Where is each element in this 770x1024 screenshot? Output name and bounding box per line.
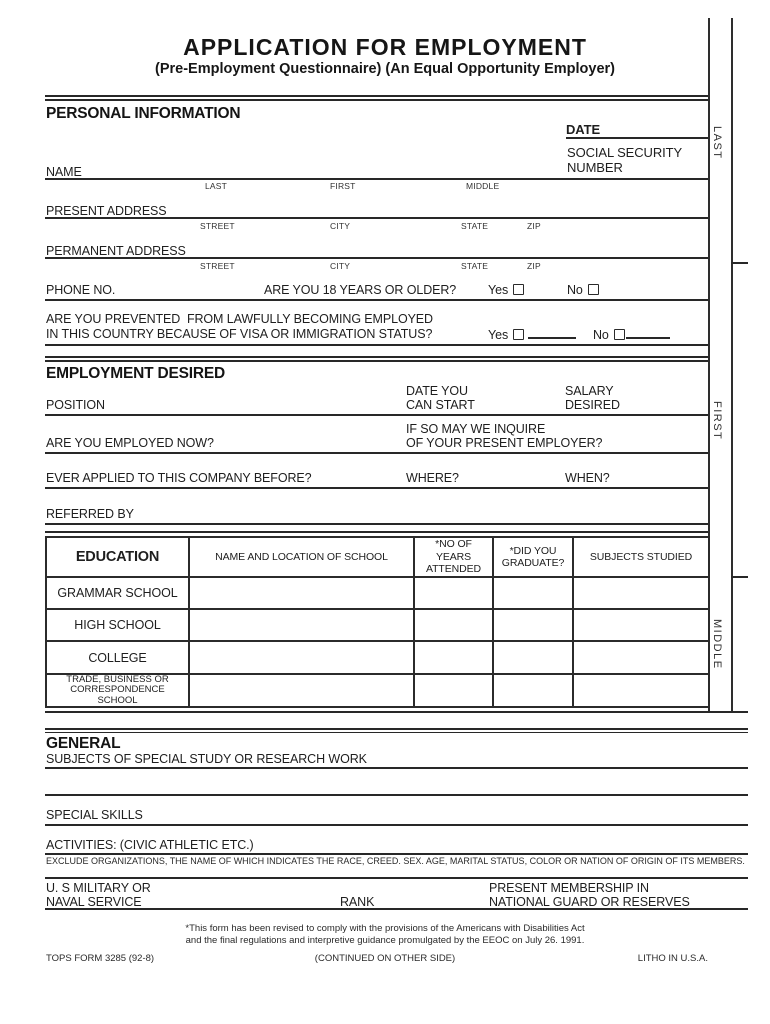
litho-note: LITHO IN U.S.A.	[637, 953, 708, 964]
date-start-label-line1: DATE YOU	[406, 384, 468, 398]
yes-checkbox[interactable]	[513, 284, 524, 295]
general-section-title: GENERAL	[46, 735, 121, 752]
trade-subjects-cell[interactable]	[573, 674, 709, 707]
ever-applied-label: EVER APPLIED TO THIS COMPANY BEFORE?	[46, 471, 312, 485]
no-checkbox[interactable]	[614, 329, 625, 340]
age-question-label: ARE YOU 18 YEARS OR OLDER?	[264, 283, 457, 297]
when-label: WHEN?	[565, 471, 610, 485]
grammar-school-name-cell[interactable]	[189, 577, 414, 609]
high-graduate-cell[interactable]	[493, 609, 573, 641]
section-separator	[45, 95, 708, 97]
ssn-label-line2: NUMBER	[567, 160, 623, 175]
visa-yes-option	[488, 327, 576, 342]
name-field-line[interactable]	[45, 178, 708, 180]
trade-years-cell[interactable]	[414, 674, 493, 707]
address-sub-state: STATE	[461, 221, 489, 231]
high-subjects-cell[interactable]	[573, 609, 709, 641]
personal-section-title: PERSONAL INFORMATION	[46, 105, 241, 122]
strip-label-first: FIRST	[711, 401, 723, 441]
visa-question-line1: ARE YOU PREVENTED FROM LAWFULLY BECOMING EMPLOYED	[46, 312, 433, 326]
visa-field-line[interactable]	[45, 344, 708, 346]
special-skills-label: SPECIAL SKILLS	[46, 808, 143, 822]
trade-school-name-cell[interactable]	[189, 674, 414, 707]
years-attended-header	[414, 537, 493, 577]
special-study-label: SUBJECTS OF SPECIAL STUDY OR RESEARCH WORK	[46, 752, 367, 766]
date-field-line[interactable]	[566, 137, 708, 139]
employed-now-field-line[interactable]	[45, 452, 708, 454]
college-name-cell[interactable]	[189, 641, 414, 674]
inquire-label-line2: OF YOUR PRESENT EMPLOYER?	[406, 436, 603, 450]
college-row-label: COLLEGE	[46, 641, 189, 674]
education-table	[45, 536, 710, 708]
position-field-line[interactable]	[45, 414, 708, 416]
trade-label-line3: SCHOOL	[97, 694, 138, 706]
address-sub-zip: ZIP	[527, 261, 541, 271]
visa-no-blank[interactable]	[626, 327, 670, 339]
phone-label: PHONE NO.	[46, 283, 116, 297]
strip-label-middle: MIDDLE	[711, 619, 723, 670]
trade-school-row-label	[46, 674, 189, 707]
address-sub-city: CITY	[330, 261, 351, 271]
activities-label: ACTIVITIES: (CIVIC ATHLETIC ETC.)	[46, 838, 254, 852]
ssn-label-line1: SOCIAL SECURITY	[567, 145, 683, 160]
no-checkbox[interactable]	[588, 284, 599, 295]
ever-applied-field-line[interactable]	[45, 487, 708, 489]
date-start-label-line2: CAN START	[406, 398, 475, 412]
section-separator	[45, 356, 708, 358]
college-graduate-cell[interactable]	[493, 641, 573, 674]
college-years-cell[interactable]	[414, 641, 493, 674]
employment-section-title: EMPLOYMENT DESIRED	[46, 365, 225, 382]
salary-label-line2: DESIRED	[565, 398, 620, 412]
rank-label: RANK	[340, 895, 375, 909]
subjects-studied-header: SUBJECTS STUDIED	[573, 537, 709, 577]
name-label: NAME	[46, 165, 82, 179]
name-sub-middle: MIDDLE	[466, 181, 500, 191]
referred-by-label: REFERRED BY	[46, 507, 134, 521]
where-label: WHERE?	[406, 471, 459, 485]
address-sub-state: STATE	[461, 261, 489, 271]
did-graduate-header	[493, 537, 573, 577]
section-separator	[45, 732, 748, 733]
present-address-field-line[interactable]	[45, 217, 708, 219]
grammar-subjects-cell[interactable]	[573, 577, 709, 609]
continued-note: (CONTINUED ON OTHER SIDE)	[314, 953, 456, 964]
age-no-option	[567, 283, 599, 297]
address-sub-city: CITY	[330, 221, 351, 231]
visa-no-option	[593, 327, 670, 342]
exclude-organizations-note: EXCLUDE ORGANIZATIONS, THE NAME OF WHICH INDICATES THE RACE, CREED. SEX. AGE, MARITAL STATUS, COLOR OR NATION OF ORIGIN OF ITS MEMBERS.	[46, 856, 745, 866]
employed-now-label: ARE YOU EMPLOYED NOW?	[46, 436, 214, 450]
years-header-line2: YEARS	[435, 550, 472, 563]
yes-label: Yes	[488, 328, 509, 342]
date-label: DATE	[566, 122, 601, 137]
school-name-header: NAME AND LOCATION OF SCHOOL	[189, 537, 414, 577]
position-label: POSITION	[46, 398, 105, 412]
trade-label-line2: CORRESPONDENCE	[70, 684, 165, 696]
education-header: EDUCATION	[46, 537, 189, 577]
name-sub-last: LAST	[205, 181, 228, 191]
no-label: No	[593, 328, 609, 342]
name-sub-first: FIRST	[330, 181, 356, 191]
high-school-name-cell[interactable]	[189, 609, 414, 641]
trade-label-line1: TRADE, BUSINESS OR	[66, 674, 169, 685]
visa-yes-blank[interactable]	[528, 327, 576, 339]
age-yes-option	[488, 283, 524, 297]
grammar-school-row-label: GRAMMAR SCHOOL	[46, 577, 189, 609]
ada-note-line2: and the final regulations and interpretive guidance promulgated by the EEOC on July 26. 1991.	[185, 935, 585, 946]
permanent-address-label: PERMANENT ADDRESS	[46, 244, 186, 258]
strip-tick-2	[731, 576, 748, 578]
special-skills-field-line[interactable]	[45, 824, 748, 826]
special-study-field-line[interactable]	[45, 767, 748, 769]
high-years-cell[interactable]	[414, 609, 493, 641]
no-label: No	[567, 283, 583, 297]
membership-label-line2: NATIONAL GUARD OR RESERVES	[489, 895, 690, 909]
strip-outer-line	[731, 18, 733, 712]
activities-extra-line[interactable]	[45, 877, 748, 879]
visa-question-line2: IN THIS COUNTRY BECAUSE OF VISA OR IMMIGRATION STATUS?	[46, 327, 433, 341]
permanent-address-field-line[interactable]	[45, 257, 708, 259]
military-label-line1: U. S MILITARY OR	[46, 881, 151, 895]
salary-label-line1: SALARY	[565, 384, 614, 398]
section-separator	[45, 531, 708, 533]
inquire-label-line1: IF SO MAY WE INQUIRE	[406, 422, 546, 436]
yes-label: Yes	[488, 283, 509, 297]
address-sub-zip: ZIP	[527, 221, 541, 231]
years-header-line1: *NO OF	[435, 538, 472, 551]
years-header-line3: ATTENDED	[425, 563, 481, 576]
present-address-label: PRESENT ADDRESS	[46, 204, 167, 218]
form-code: TOPS FORM 3285 (92-8)	[46, 953, 155, 964]
section-separator	[45, 99, 708, 101]
phone-field-line[interactable]	[45, 299, 708, 301]
address-sub-street: STREET	[200, 261, 235, 271]
high-school-row-label: HIGH SCHOOL	[46, 609, 189, 641]
military-field-line[interactable]	[45, 908, 748, 910]
college-subjects-cell[interactable]	[573, 641, 709, 674]
special-study-extra-line[interactable]	[45, 794, 748, 796]
ada-note-line1: *This form has been revised to comply with the provisions of the Americans with Disabilities Act	[185, 923, 585, 934]
military-label-line2: NAVAL SERVICE	[46, 895, 142, 909]
strip-tick-1	[731, 262, 748, 264]
form-title: APPLICATION FOR EMPLOYMENT	[183, 34, 587, 60]
graduate-header-line1: *DID YOU	[509, 544, 557, 557]
graduate-header-line2: GRADUATE?	[501, 557, 565, 569]
form-subtitle: (Pre-Employment Questionnaire) (An Equal Opportunity Employer)	[154, 61, 615, 77]
strip-label-last: LAST	[711, 126, 723, 160]
membership-label-line1: PRESENT MEMBERSHIP IN	[489, 881, 649, 895]
table-bottom-line	[45, 711, 748, 713]
grammar-years-cell[interactable]	[414, 577, 493, 609]
referred-by-field-line[interactable]	[45, 523, 708, 525]
address-sub-street: STREET	[200, 221, 235, 231]
section-separator	[45, 360, 708, 362]
section-separator	[45, 728, 748, 730]
grammar-graduate-cell[interactable]	[493, 577, 573, 609]
yes-checkbox[interactable]	[513, 329, 524, 340]
activities-field-line[interactable]	[45, 853, 748, 855]
trade-graduate-cell[interactable]	[493, 674, 573, 707]
